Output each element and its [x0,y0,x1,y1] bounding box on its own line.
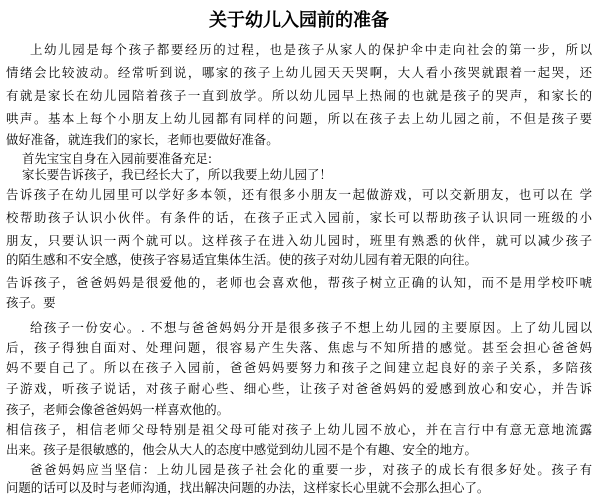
paragraph-line: 孩子，老师会像爸爸妈妈一样喜欢他的。 [6,402,230,417]
paragraph-line: 问题的话可以及时与老师沟通，找出解决问题的办法，这样家长心里就不会那么担心了。 [6,480,490,495]
paragraph-line: 做好准备，就连我们的家长，老师也要做好准备。 [6,132,279,147]
paragraph-line: 妈不要自己了。所以在孩子入园前，爸爸妈妈要努力和孩子之间建立起良好的亲子关系，多陪孩 [6,360,592,375]
paragraph-line: 爸爸妈妈应当坚信：上幼儿园是孩子社会化的重要一步，对孩子的成长有很多好处。孩子有 [30,462,592,477]
paragraph-line: 朋友，只要认识一两个就可以。这样孩子在进入幼儿园时，班里有熟悉的伙伴，就可以减少孩子 [6,233,592,248]
paragraph-line: 哄声。基本上每个小朋友上幼儿园都有同样的问题，所以在孩子去上幼儿园之前，不但是孩子要 [6,111,592,126]
document-title: 关于幼儿入园前的准备 [209,10,389,31]
paragraph-line: 孩子。要 [6,295,56,310]
paragraph-line: 上幼儿园是每个孩子都要经历的过程，也是孩子从家人的保护伞中走向社会的第一步，所以 [30,42,592,57]
paragraph-line: 告诉孩子，爸爸妈妈是很爱他的，老师也会喜欢他，帮孩子树立正确的认知，而不是用学校吓唬 [6,275,592,290]
paragraph-line: 子游戏，听孩子说话，对孩子耐心些、细心些，让孩子对爸爸妈妈的爱感到放心和安心，并告诉 [6,381,592,396]
paragraph-line: 有就是家长在幼儿园陪着孩子一直到放学。所以幼儿园早上热闹的也就是孩子的哭声，和家长的 [6,88,592,103]
paragraph-line: 的陌生感和不安全感，使孩子容易适宜集体生活。使的孩子对幼儿园有着无限的向往。 [6,252,477,267]
paragraph-line: 家长要告诉孩子，我已经长大了，所以我要上幼儿园了！ [22,167,332,182]
paragraph-line: 后，孩子得独自面对、处理问题，很容易产生失落、焦虑与不知所措的感觉。甚至会担心爸爸妈 [6,340,592,355]
paragraph-line: 出来。孩子是很敏感的，他会从大人的态度中感觉到幼儿园不是个有趣、安全的地方。 [6,442,477,457]
paragraph-line: 首先宝宝自身在入园前要准备充足: [22,151,213,166]
paragraph-line: 告诉孩子在幼儿园里可以学好多本领，还有很多小朋友一起做游戏，可以交新朋友，也可以在 学 [6,187,592,202]
paragraph-line: 相信孩子，相信老师父母特别是祖父母可能对孩子上幼儿园不放心，并在言行中有意无意地流露 [6,422,592,437]
paragraph-line: 给孩子一份安心。. 不想与爸爸妈妈分开是很多孩子不想上幼儿园的主要原因。上了幼儿园以 [30,320,592,335]
paragraph-line: 情绪会比较波动。经常听到说，哪家的孩子上幼儿园天天哭啊，大人看小孩哭就跟着一起哭，还 [6,65,592,80]
paragraph-line: 校帮助孩子认识小伙伴。有条件的话，在孩子正式入园前，家长可以帮助孩子认识同一班级的小 [6,210,592,225]
